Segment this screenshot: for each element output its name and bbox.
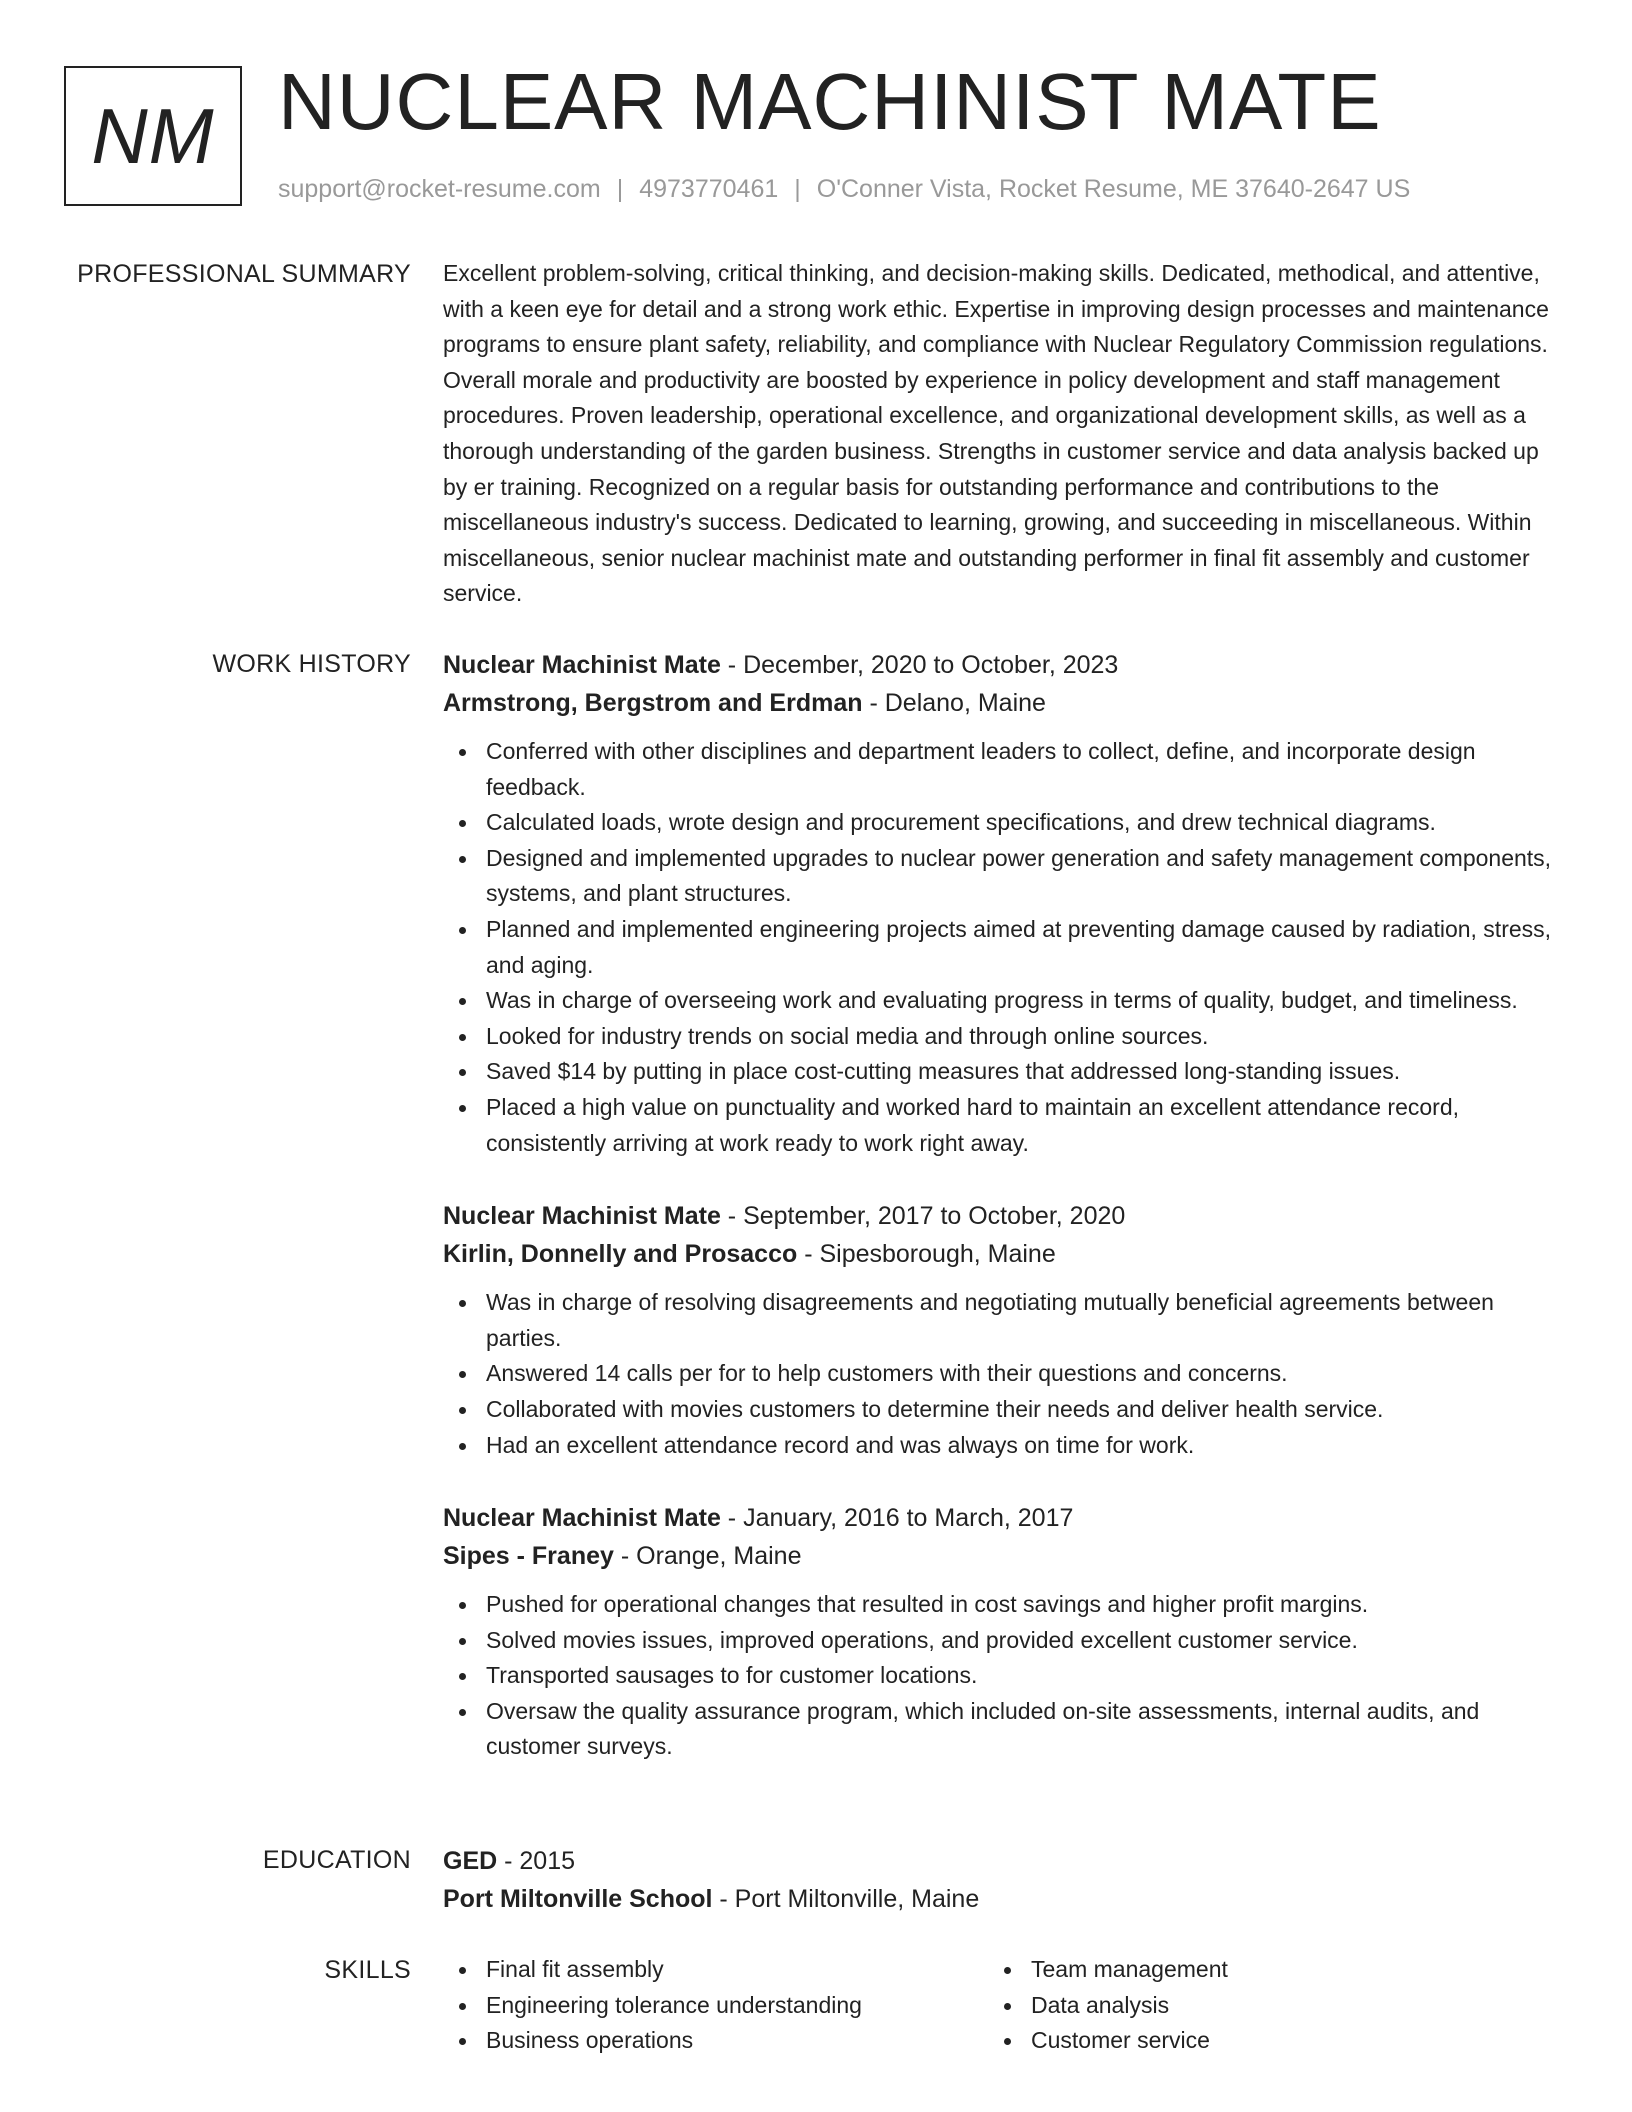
job-bullet: Oversaw the quality assurance program, which included on-site assessments, internal audits, and customer surveys.: [486, 1694, 1553, 1765]
skill-item: Team management: [1031, 1952, 1533, 1988]
education-location: - Port Miltonville, Maine: [712, 1885, 980, 1913]
education-year: - 2015: [497, 1847, 576, 1875]
job-bullets: [443, 1587, 1553, 1765]
job-bullet: Saved $14 by putting in place cost-cutting measures that addressed long-standing issues.: [486, 1054, 1553, 1090]
skill-item: Business operations: [486, 2023, 988, 2059]
skill-item: Engineering tolerance understanding: [486, 1988, 988, 2024]
job-dates: - January, 2016 to March, 2017: [720, 1504, 1074, 1533]
job-dates: - September, 2017 to October, 2020: [720, 1202, 1126, 1231]
section-heading-skills: SKILLS: [324, 1956, 411, 1984]
job-company: Sipes - Franey: [443, 1542, 614, 1571]
contact-separator: |: [794, 175, 801, 203]
job-bullet: Answered 14 calls per for to help customers with their questions and concerns.: [486, 1356, 1553, 1392]
job-bullet: Pushed for operational changes that resulted in cost savings and higher profit margins.: [486, 1587, 1553, 1623]
job-title: Nuclear Machinist Mate: [443, 1504, 721, 1533]
job-location: - Orange, Maine: [613, 1542, 802, 1571]
job-location: - Delano, Maine: [862, 689, 1046, 717]
job-location: - Sipesborough, Maine: [797, 1240, 1056, 1269]
contact-phone: 4973770461: [639, 175, 779, 203]
skills-list: [443, 1952, 988, 2059]
job-bullet: Calculated loads, wrote design and procurement specifications, and drew technical diagrams.: [486, 805, 1553, 841]
job-dates: - December, 2020 to October, 2023: [720, 651, 1119, 679]
job-bullet: Conferred with other disciplines and department leaders to collect, define, and incorporate design feedback.: [486, 734, 1553, 805]
job-title-line: [443, 1499, 1553, 1537]
job-bullets: [443, 1285, 1553, 1463]
section-heading-education: EDUCATION: [262, 1846, 411, 1874]
job-bullet: Looked for industry trends on social media and through online sources.: [486, 1019, 1553, 1055]
work-history-body: [443, 646, 1553, 1801]
job-bullet: Placed a high value on punctuality and worked hard to maintain an excellent attendance record, consistently arriving at work ready to work right away.: [486, 1090, 1553, 1161]
education-body: [443, 1842, 1553, 1918]
contact-email: support@rocket-resume.com: [278, 175, 601, 203]
contact-line: [278, 172, 1410, 206]
skill-item: Customer service: [1031, 2023, 1533, 2059]
contact-separator: |: [616, 175, 624, 203]
job-entry: [443, 1197, 1553, 1463]
job-entry: [443, 1499, 1553, 1765]
job-company-line: [443, 684, 1553, 722]
job-company: Armstrong, Bergstrom and Erdman: [443, 689, 863, 717]
section-heading-summary: PROFESSIONAL SUMMARY: [77, 260, 411, 288]
job-company-line: [443, 1537, 1553, 1575]
education-school-line: [443, 1880, 1553, 1918]
skills-column-left: [443, 1952, 988, 2059]
job-title: Nuclear Machinist Mate: [443, 651, 721, 679]
section-heading-work-history: WORK HISTORY: [212, 650, 411, 678]
job-bullet: Planned and implemented engineering projects aimed at preventing damage caused by radiation, stress, and aging.: [486, 912, 1553, 983]
job-entry: [443, 646, 1553, 1161]
job-bullet: Was in charge of resolving disagreements and negotiating mutually beneficial agreements between parties.: [486, 1285, 1553, 1356]
job-company-line: [443, 1235, 1553, 1273]
job-title-line: [443, 646, 1553, 684]
skill-item: Data analysis: [1031, 1988, 1533, 2024]
summary-text: Excellent problem-solving, critical thinking, and decision-making skills. Dedicated, methodical, and attentive, with a keen eye for detail and a strong work ethic. Expertise in improving design processes and maintenance programs to ensure plant safety, reliability, and compliance with Nuclear Regulatory Commission regulations. Overall morale and productivity are boosted by experience in policy development and staff management procedures. Proven leadership, operational excellence, and organizational development skills, as well as a thorough understanding of the garden business. Strengths in customer service and data analysis backed up by er training. Recognized on a regular basis for outstanding performance and contributions to the miscellaneous industry's success. Dedicated to learning, growing, and succeeding in miscellaneous. Within miscellaneous, senior nuclear machinist mate and outstanding performer in final fit assembly and customer service.: [443, 260, 1549, 607]
job-bullet: Was in charge of overseeing work and evaluating progress in terms of quality, budget, and timeliness.: [486, 983, 1553, 1019]
education-degree: GED: [443, 1847, 498, 1875]
summary-body: [443, 256, 1553, 612]
skills-list: [988, 1952, 1533, 2059]
skill-item: Final fit assembly: [486, 1952, 988, 1988]
education-degree-line: [443, 1842, 1553, 1880]
job-bullet: Had an excellent attendance record and was always on time for work.: [486, 1428, 1553, 1464]
skills-column-right: [988, 1952, 1533, 2059]
job-bullet: Solved movies issues, improved operations, and provided excellent customer service.: [486, 1623, 1553, 1659]
job-bullet: Transported sausages to for customer locations.: [486, 1658, 1553, 1694]
job-bullet: Designed and implemented upgrades to nuclear power generation and safety management components, systems, and plant structures.: [486, 841, 1553, 912]
job-bullets: [443, 734, 1553, 1161]
education-school: Port Miltonville School: [443, 1885, 713, 1913]
job-bullet: Collaborated with movies customers to determine their needs and deliver health service.: [486, 1392, 1553, 1428]
skills-grid: [443, 1952, 1553, 2059]
job-company: Kirlin, Donnelly and Prosacco: [443, 1240, 798, 1269]
skills-body: [443, 1952, 1553, 2059]
job-title: Nuclear Machinist Mate: [443, 1202, 721, 1231]
monogram-initials: NM: [91, 91, 215, 180]
monogram-box: [64, 66, 242, 206]
job-title-line: [443, 1197, 1553, 1235]
candidate-name: NUCLEAR MACHINIST MATE: [278, 57, 1382, 146]
contact-address: O'Conner Vista, Rocket Resume, ME 37640-2647 US: [816, 175, 1411, 203]
